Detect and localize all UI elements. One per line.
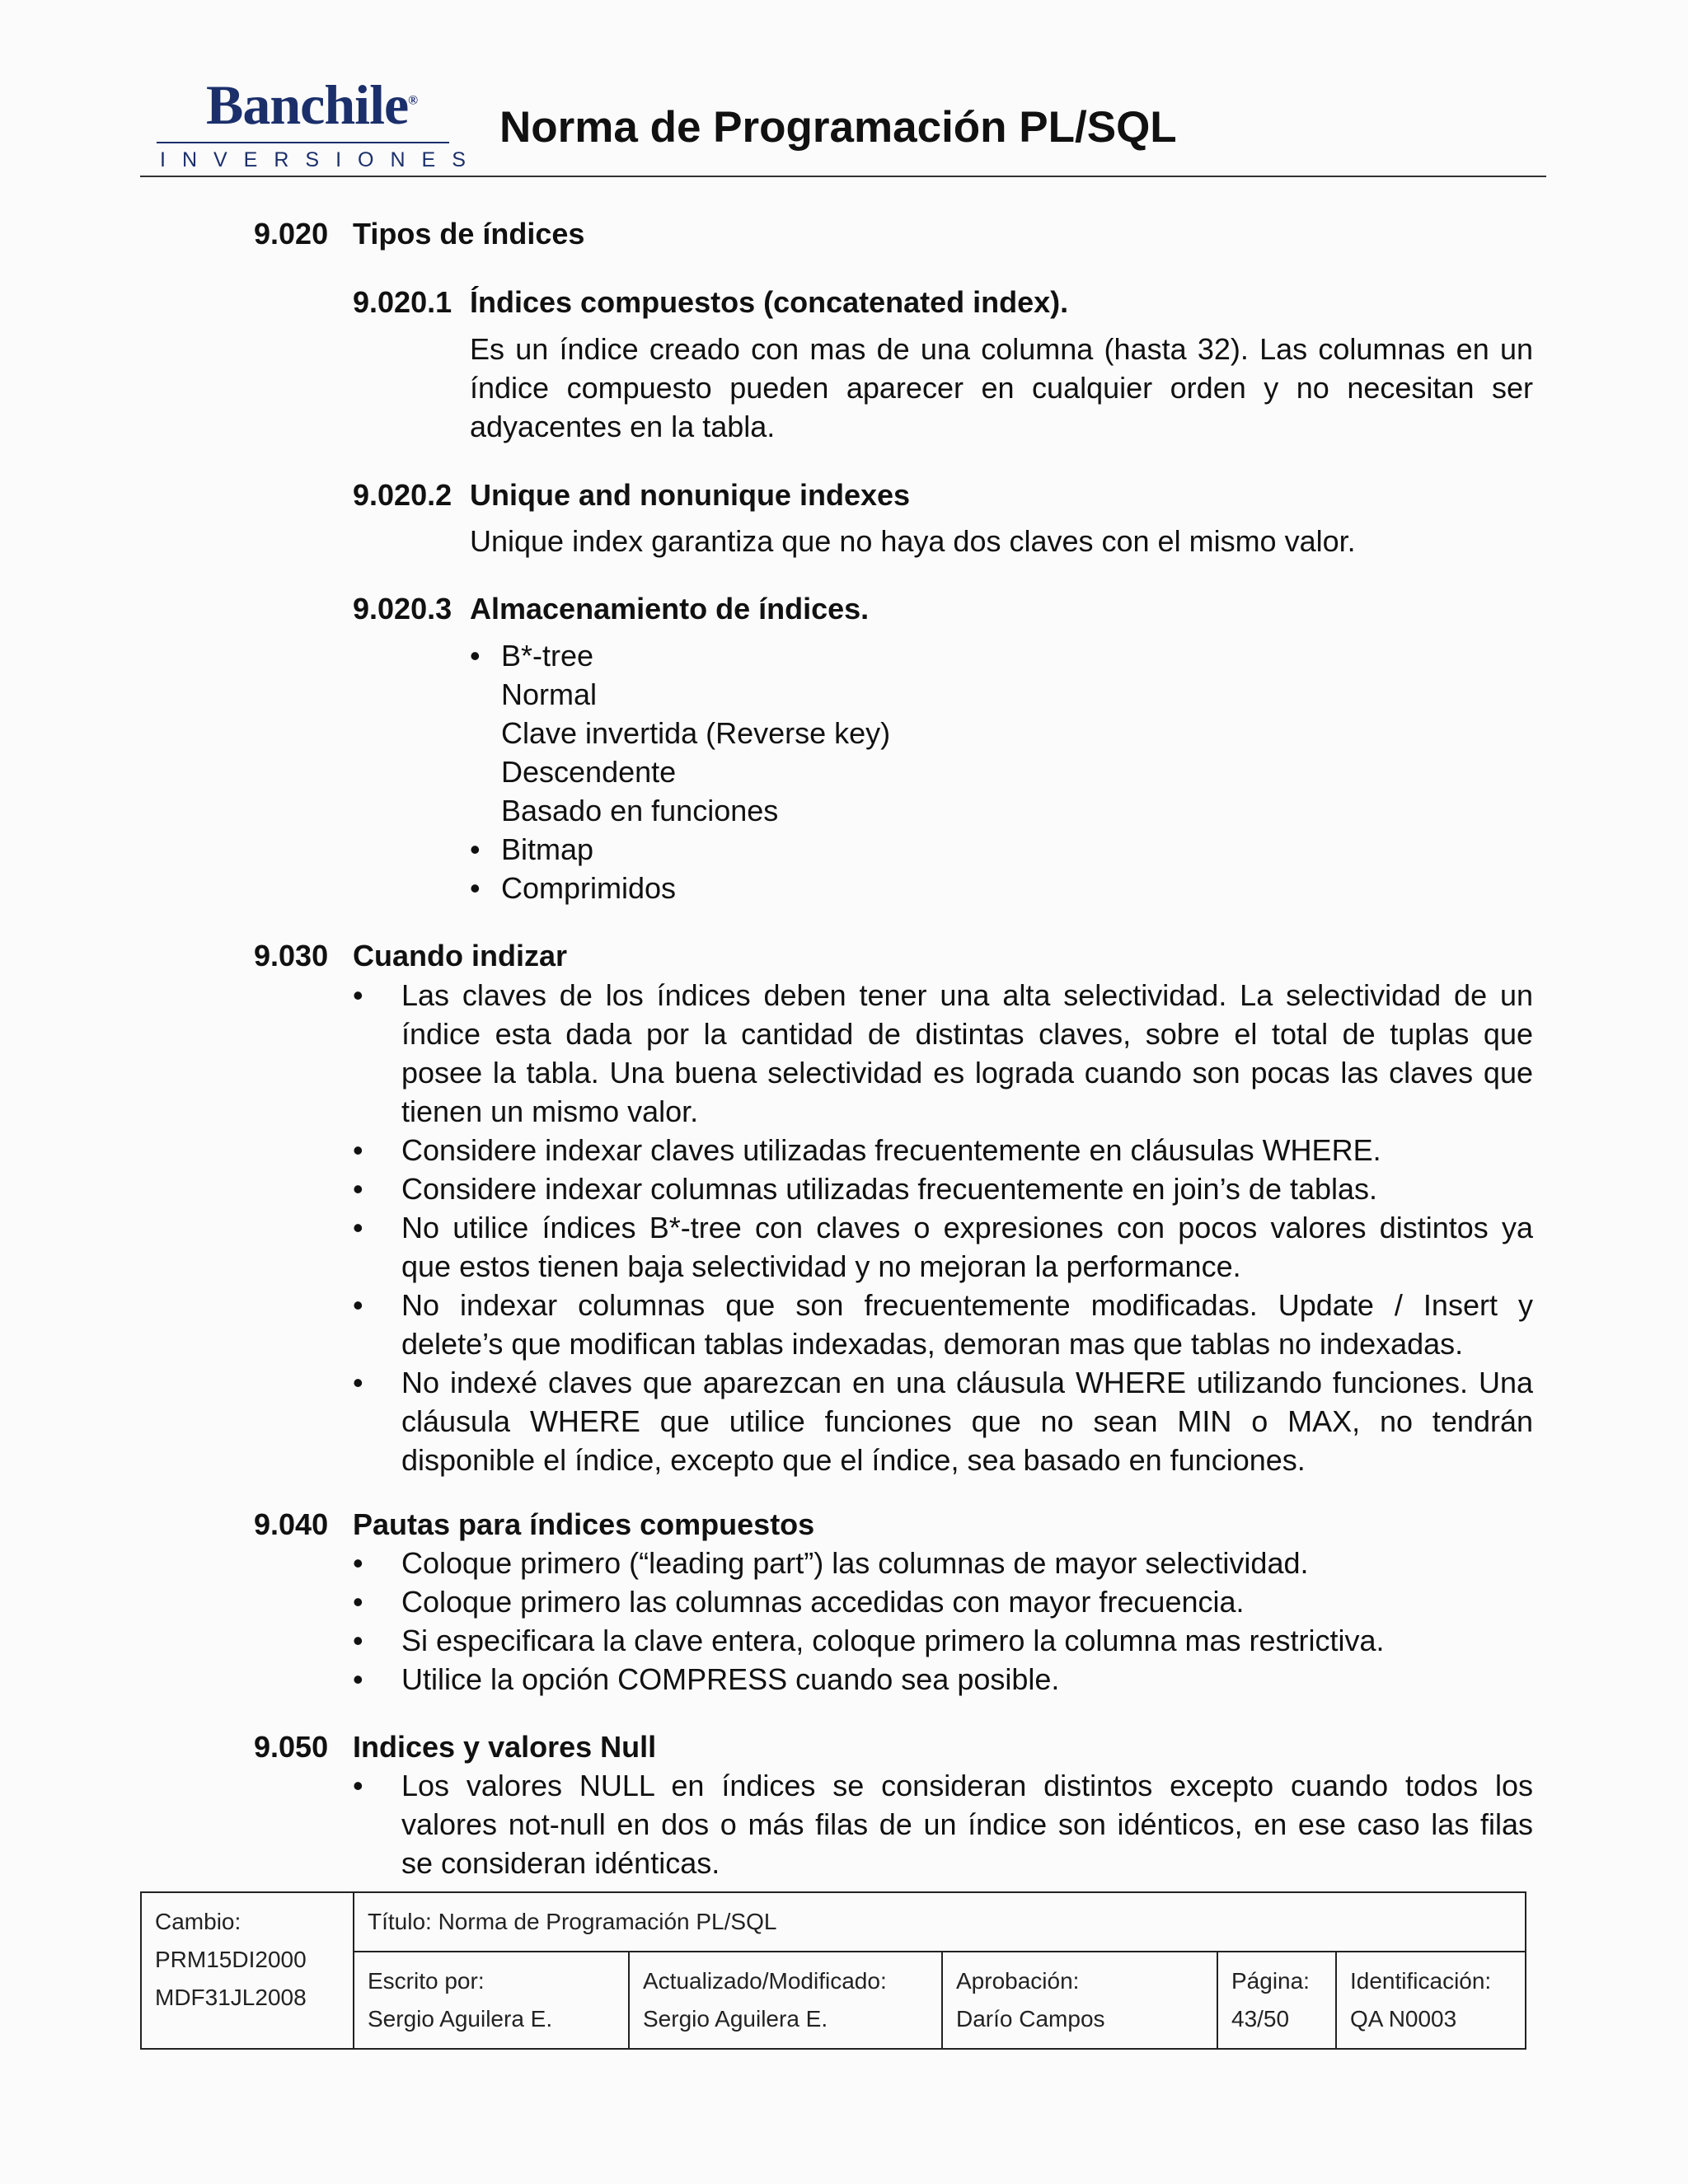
list-line: valores not-null en dos o más filas de un índice son idénticos, en ese caso las filas [401,1807,1533,1841]
section-title: Indices y valores Null [353,1730,657,1764]
footer-ident-label: Identificación: [1350,1968,1492,1994]
footer-pagina-label: Página: [1231,1968,1310,1994]
list-item: B*-tree [501,639,594,673]
footer-cambio-value: PRM15DI2000 [155,1947,307,1972]
list-line: índice esta dada por la cantidad de distintas claves, sobre el total de tuplas que [401,1017,1533,1051]
logo-subtitle: INVERSIONES [160,148,482,171]
paragraph-line: adyacentes en la tabla. [470,410,776,443]
list-line: disponible el índice, excepto que el índice, sea basado en funciones. [401,1443,1306,1477]
footer-actualizado-label: Actualizado/Modificado: [643,1968,887,1994]
bullet-icon: • [353,1769,363,1802]
bullet-list [401,1544,1385,1699]
list-line: Coloque primero las columnas accedidas con mayor frecuencia. [401,1585,1245,1619]
bullet-icon: • [353,1133,363,1167]
list-line: Las claves de los índices deben tener una alta selectividad. La selectividad de un [401,978,1533,1012]
list-line: tienen un mismo valor. [401,1094,699,1128]
paragraph-line: índice compuesto pueden aparecer en cualquier orden y no necesitan ser [470,371,1533,405]
list-item: Clave invertida (Reverse key) [501,716,891,750]
list-line: Coloque primero (“leading part”) las columnas de mayor selectividad. [401,1546,1309,1580]
bullet-icon: • [353,1662,363,1696]
footer-cambio-cell [141,1892,354,2049]
paragraph-line: Unique index garantiza que no haya dos claves con el mismo valor. [470,524,1356,558]
footer-cambio-value: MDF31JL2008 [155,1985,307,2010]
bullet-list [401,1766,1533,1882]
list-line: Los valores NULL en índices se consideran distintos excepto cuando todos los [401,1769,1533,1802]
list-item: Comprimidos [501,871,677,905]
subsection-title: Almacenamiento de índices. [470,592,870,626]
logo-divider [157,142,449,143]
list-line: Considere indexar columnas utilizadas frecuentemente en join’s de tablas. [401,1172,1378,1206]
bullet-icon: • [470,832,481,866]
paragraph-line: Es un índice creado con mas de una columna (hasta 32). Las columnas en un [470,332,1533,366]
list-line: delete’s que modifican tablas indexadas, demoran mas que tablas no indexadas. [401,1327,1464,1361]
subsection-title: Unique and nonunique indexes [470,478,911,512]
bullet-icon: • [353,1585,363,1619]
header-divider [140,176,1546,177]
footer-ident-value: QA N0003 [1350,2006,1457,2032]
list-line: No indexar columnas que son frecuentemente modificadas. Update / Insert y [401,1288,1533,1322]
section-title: Cuando indizar [353,939,567,972]
list-item: Basado en funciones [501,794,779,827]
page-title: Norma de Programación PL/SQL [499,103,1177,152]
footer-cambio-label: Cambio: [155,1909,241,1934]
footer-pagina-value: 43/50 [1231,2006,1290,2032]
list-line: posee la tabla. Una buena selectividad es lograda cuando son pocas las claves que [401,1056,1533,1090]
list-line: cláusula WHERE que utilice funciones que no sean MIN o MAX, no tendrán [401,1404,1533,1438]
footer-title-cell: Título: Norma de Programación PL/SQL [354,1892,1526,1952]
section-number: 9.020 [254,217,329,251]
list-item: Bitmap [501,832,594,866]
footer-escrito-value: Sergio Aguilera E. [368,2006,553,2032]
footer-aprobacion-cell [942,1952,1217,2049]
list-item: Descendente [501,755,677,789]
section-number: 9.030 [254,939,329,972]
list-line: que estos tienen baja selectividad y no mejoran la performance. [401,1249,1241,1283]
footer-escrito-cell [354,1952,629,2049]
subsection-number: 9.020.3 [353,592,452,626]
bullet-icon: • [470,871,481,905]
subsection-number: 9.020.2 [353,478,452,512]
list-line: No utilice índices B*-tree con claves o expresiones con pocos valores distintos ya [401,1211,1533,1244]
footer-aprobacion-label: Aprobación: [956,1968,1080,1994]
list-line: Considere indexar claves utilizadas frecuentemente en cláusulas WHERE. [401,1133,1381,1167]
bullet-icon: • [353,1366,363,1399]
bullet-list [401,976,1533,1479]
document-footer-table [140,1891,1526,2050]
list-item: Normal [501,677,598,711]
bullet-icon: • [353,978,363,1012]
bullet-icon: • [353,1211,363,1244]
section-number: 9.040 [254,1507,329,1541]
list-line: se consideran idénticas. [401,1846,720,1880]
section-title: Pautas para índices compuestos [353,1507,815,1541]
footer-aprobacion-value: Darío Campos [956,2006,1105,2032]
subsection-number: 9.020.1 [353,285,452,319]
footer-actualizado-cell [629,1952,942,2049]
paragraph [470,330,1533,446]
footer-ident-cell [1336,1952,1526,2049]
list-line: Utilice la opción COMPRESS cuando sea posible. [401,1662,1060,1696]
footer-pagina-cell [1217,1952,1336,2049]
section-title: Tipos de índices [353,217,585,251]
logo-brand: Banchile® [206,73,418,136]
footer-escrito-label: Escrito por: [368,1968,485,1994]
bullet-icon: • [470,639,481,673]
company-logo [157,73,482,171]
footer-actualizado-value: Sergio Aguilera E. [643,2006,828,2032]
bullet-icon: • [353,1624,363,1657]
list-line: No indexé claves que aparezcan en una cláusula WHERE utilizando funciones. Una [401,1366,1533,1399]
bullet-icon: • [353,1546,363,1580]
section-number: 9.050 [254,1730,329,1764]
list-line: Si especificara la clave entera, coloque primero la columna mas restrictiva. [401,1624,1385,1657]
bullet-icon: • [353,1172,363,1206]
subsection-title: Índices compuestos (concatenated index). [470,285,1069,319]
bullet-icon: • [353,1288,363,1322]
